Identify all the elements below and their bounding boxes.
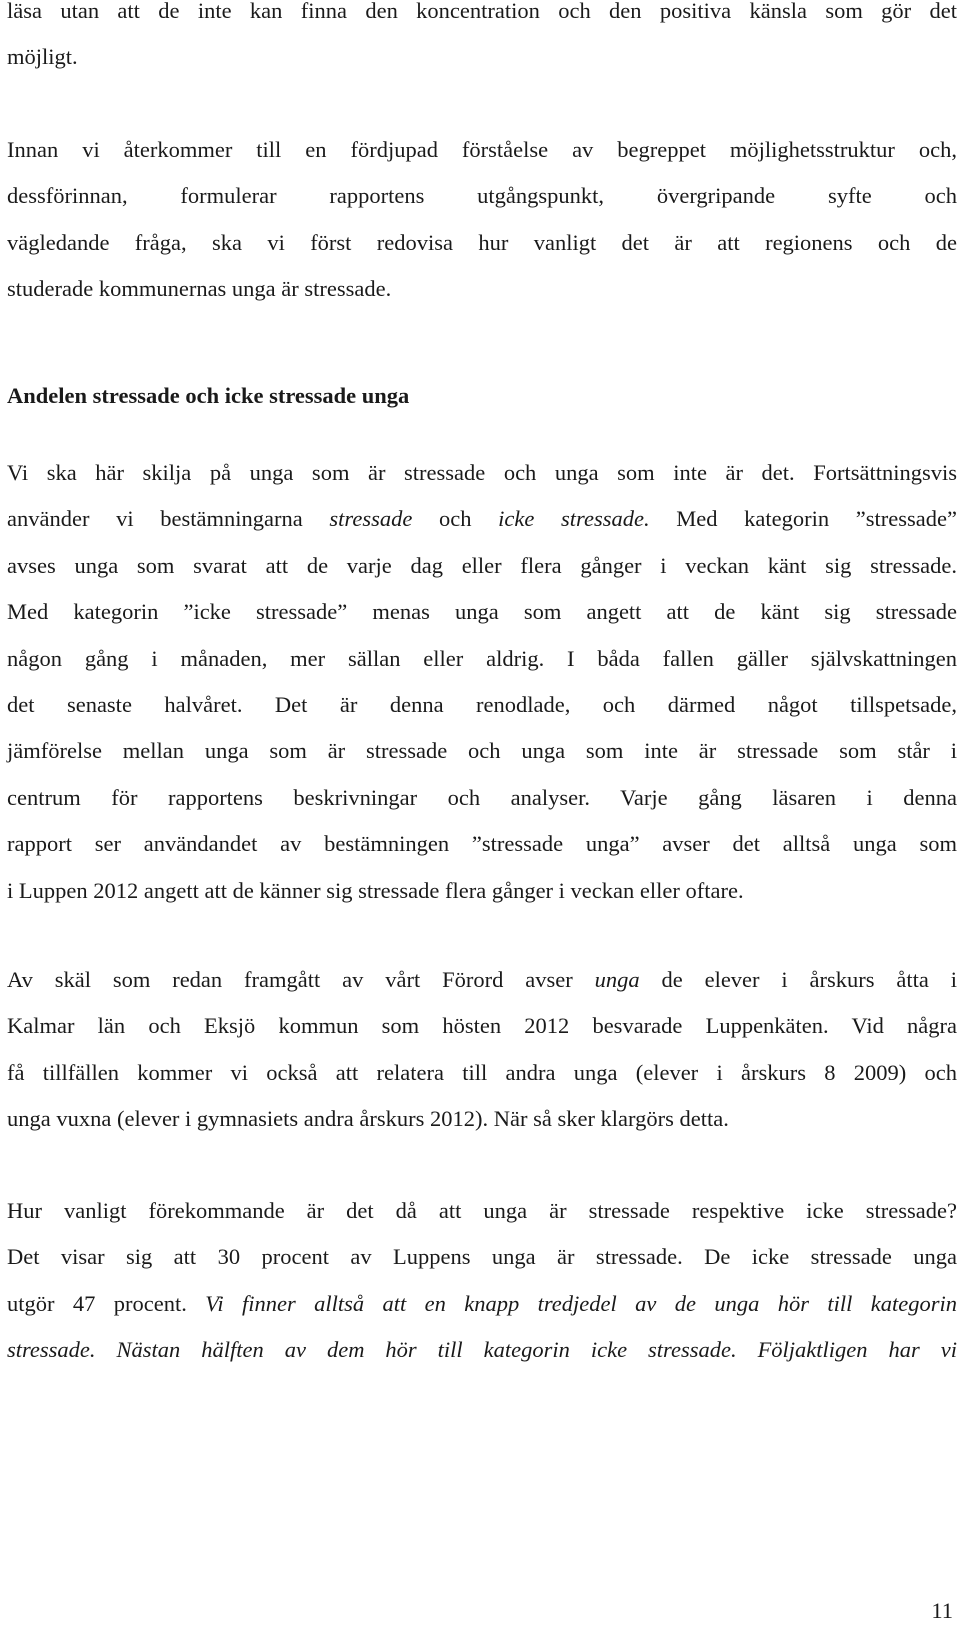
italic-sentence: stressade. Nästan hälften av dem hör till kategorin icke stressade. Följaktligen har vi — [7, 1337, 957, 1363]
text-line: Innan vi återkommer till en fördjupad förståelse av begreppet möjlighetsstruktur och, — [7, 137, 957, 162]
text-line: använder vi bestämningarna stressade och icke stressade. Med kategorin ”stressade” — [7, 506, 958, 532]
text-line: det senaste halvåret. Det är denna renodlade, och därmed något tillspetsade, — [7, 692, 957, 718]
text-line: läsa utan att de inte kan finna den koncentration och den positiva känsla som gör det — [7, 0, 957, 23]
text-line: centrum för rapportens beskrivningar och analyser. Varje gång läsaren i denna — [7, 784, 957, 810]
text-line: utgör 47 procent. Vi finner alltså att en knapp tredjedel av de unga hör till kategorin — [7, 1290, 958, 1316]
text-line: möjligt. — [7, 44, 78, 70]
paragraph-continuation — [7, 0, 957, 81]
text-line: vägledande fråga, ska vi först redovisa hur vanligt det är att regionens och de — [7, 229, 957, 255]
text-line: dessförinnan, formulerar rapportens utgångspunkt, övergripande syfte och — [7, 183, 957, 209]
text-line: jämförelse mellan unga som är stressade och unga som inte är stressade som står i — [7, 738, 957, 764]
text-line: studerade kommunernas unga är stressade. — [7, 276, 392, 302]
paragraph-prevalence — [7, 1188, 957, 1374]
text-line: Det visar sig att 30 procent av Luppens unga är stressade. De icke stressade unga — [7, 1244, 957, 1270]
paragraph-population — [7, 957, 957, 1143]
text-line: avses unga som svarat att de varje dag eller flera gånger i veckan känt sig stressade. — [7, 552, 957, 578]
text-line — [7, 1327, 957, 1373]
text-line: Hur vanligt förekommande är det då att unga är stressade respektive icke stressade? — [7, 1198, 957, 1223]
page-number: 11 — [931, 1598, 953, 1623]
text-line: unga vuxna (elever i gymnasiets andra årskurs 2012). När så sker klargörs detta. — [7, 1106, 729, 1132]
italic-term: unga — [594, 967, 640, 992]
text-line: Vi ska här skilja på unga som är stressade och unga som inte är det. Fortsättningsvis — [7, 460, 957, 485]
text-line: Av skäl som redan framgått av vårt Förord avser unga de elever i årskurs åtta i — [7, 967, 958, 992]
italic-term: icke stressade. — [498, 506, 650, 532]
italic-sentence: Vi finner alltså att en knapp tredjedel av de unga hör till kategorin — [205, 1290, 958, 1316]
text-line: få tillfällen kommer vi också att relatera till andra unga (elever i årskurs 8 2009) och — [7, 1059, 957, 1085]
text-line: i Luppen 2012 angett att de känner sig stressade flera gånger i veckan eller oftare. — [7, 877, 744, 903]
text-line: Kalmar län och Eksjö kommun som hösten 2012 besvarade Luppenkäten. Vid några — [7, 1013, 957, 1039]
text-line: rapport ser användandet av bestämningen ”stressade unga” avser det alltså unga som — [7, 831, 957, 857]
italic-term: stressade — [329, 506, 413, 532]
paragraph-intro — [7, 127, 957, 313]
text-line: någon gång i månaden, mer sällan eller aldrig. I båda fallen gäller självskattningen — [7, 645, 957, 671]
paragraph-definitions — [7, 450, 957, 914]
text-line: Med kategorin ”icke stressade” menas unga som angett att de känt sig stressade — [7, 599, 957, 625]
section-heading: Andelen stressade och icke stressade unga — [7, 383, 410, 408]
